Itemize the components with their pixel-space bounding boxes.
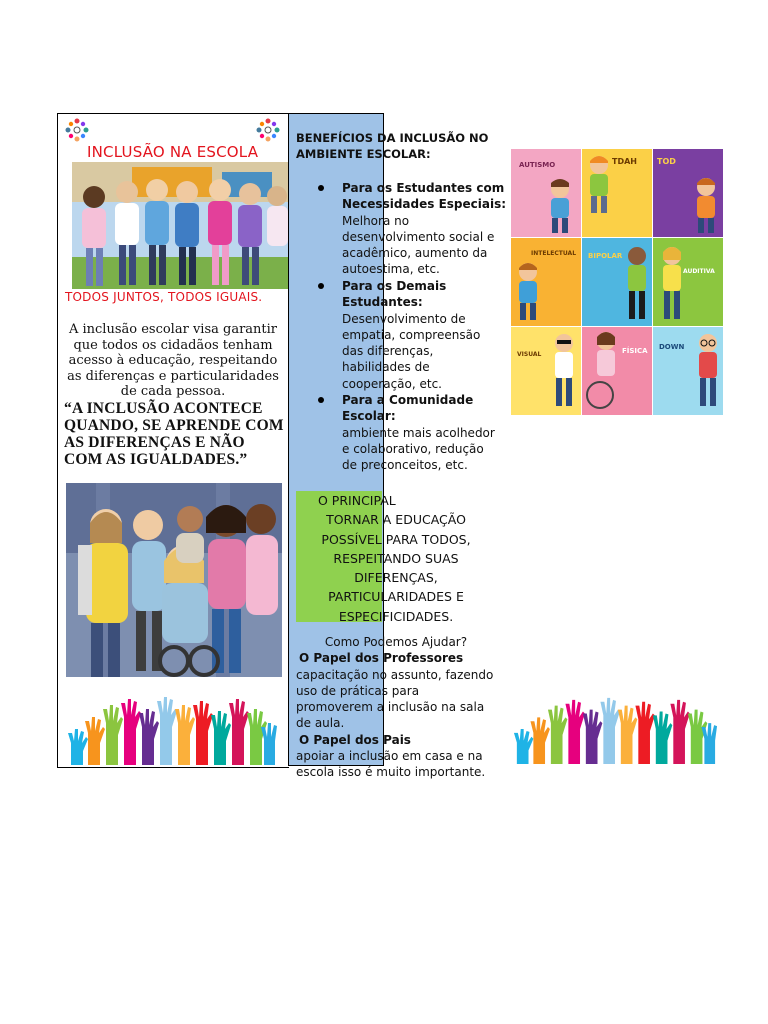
disabilities-infographic xyxy=(511,149,722,415)
infographic-cell: AUDITIVA xyxy=(653,238,723,326)
intro-paragraph: A inclusão escolar visa garantir que todos os cidadãos tenham acesso à educação, respeitando as diferenças e particularidades de cada pessoa. xyxy=(67,322,279,399)
teachers-role-text: capacitação no assunto, fazendo uso de práticas para promoverem a inclusão na sala de aula. xyxy=(296,667,494,731)
benefit-heading: Para os Demais Estudantes: xyxy=(342,279,447,310)
how-to-help-section xyxy=(296,634,496,781)
infographic-cell: TOD xyxy=(653,149,723,237)
children-group-photo xyxy=(72,162,288,289)
benefit-item-special-needs xyxy=(342,180,507,278)
bullet-icon xyxy=(318,185,324,191)
infographic-cell: INTELECTUAL xyxy=(511,238,581,326)
colorful-hands-illustration xyxy=(512,693,718,765)
school-children-photo xyxy=(66,483,282,677)
people-circle-logo-icon xyxy=(64,117,90,143)
infographic-cell: VISUAL xyxy=(511,327,581,415)
parents-role-heading: O Papel dos Pais xyxy=(299,732,411,747)
page-title: INCLUSÃO NA ESCOLA xyxy=(87,143,259,161)
main-goal xyxy=(296,491,496,626)
main-goal-text: TORNAR A EDUCAÇÃO POSSÍVEL PARA TODOS, RESPEITANDO SUAS DIFERENÇAS, PARTICULARIDADES E ESPECIFICIDADES. xyxy=(321,512,471,624)
benefit-text: Desenvolvimento de empatia, compreensão das diferenças, habilidades de cooperação, etc. xyxy=(342,311,481,391)
benefit-heading: Para a Comunidade Escolar: xyxy=(342,393,474,424)
main-goal-label: O PRINCIPAL xyxy=(318,493,396,508)
benefits-title: BENEFÍCIOS DA INCLUSÃO NO AMBIENTE ESCOLAR: xyxy=(296,131,489,161)
bullet-icon xyxy=(318,283,324,289)
parents-role-text: apoiar a inclusão em casa e na escola isso é muito importante. xyxy=(296,749,486,780)
infographic-cell: AUTISMO xyxy=(511,149,581,237)
bullet-icon xyxy=(318,397,324,403)
infographic-cell: TDAH xyxy=(582,149,652,237)
teachers-role-heading: O Papel dos Professores xyxy=(299,651,464,666)
benefit-heading: Para os Estudantes com Necessidades Especiais: xyxy=(342,181,507,212)
benefit-item-other-students xyxy=(342,278,492,392)
inclusion-quote: “A INCLUSÃO ACONTECE QUANDO, SE APRENDE COM AS DIFERENÇAS E NÃO COM AS IGUALDADES.” xyxy=(64,400,284,468)
infographic-cell: BIPOLAR xyxy=(582,238,652,326)
benefit-text: Melhora no desenvolvimento social e acadêmico, aumento da autoestima, etc. xyxy=(342,213,495,277)
infographic-cell: FÍSICA xyxy=(582,327,652,415)
help-question: Como Podemos Ajudar? xyxy=(324,635,468,649)
infographic-cell: DOWN xyxy=(653,327,723,415)
benefit-item-community xyxy=(342,392,502,473)
people-circle-logo-icon xyxy=(255,117,281,143)
benefit-text: ambiente mais acolhedor e colaborativo, redução de preconceitos, etc. xyxy=(342,425,495,473)
colorful-hands-illustration xyxy=(66,693,278,765)
slogan: TODOS JUNTOS, TODOS IGUAIS. xyxy=(65,290,263,304)
